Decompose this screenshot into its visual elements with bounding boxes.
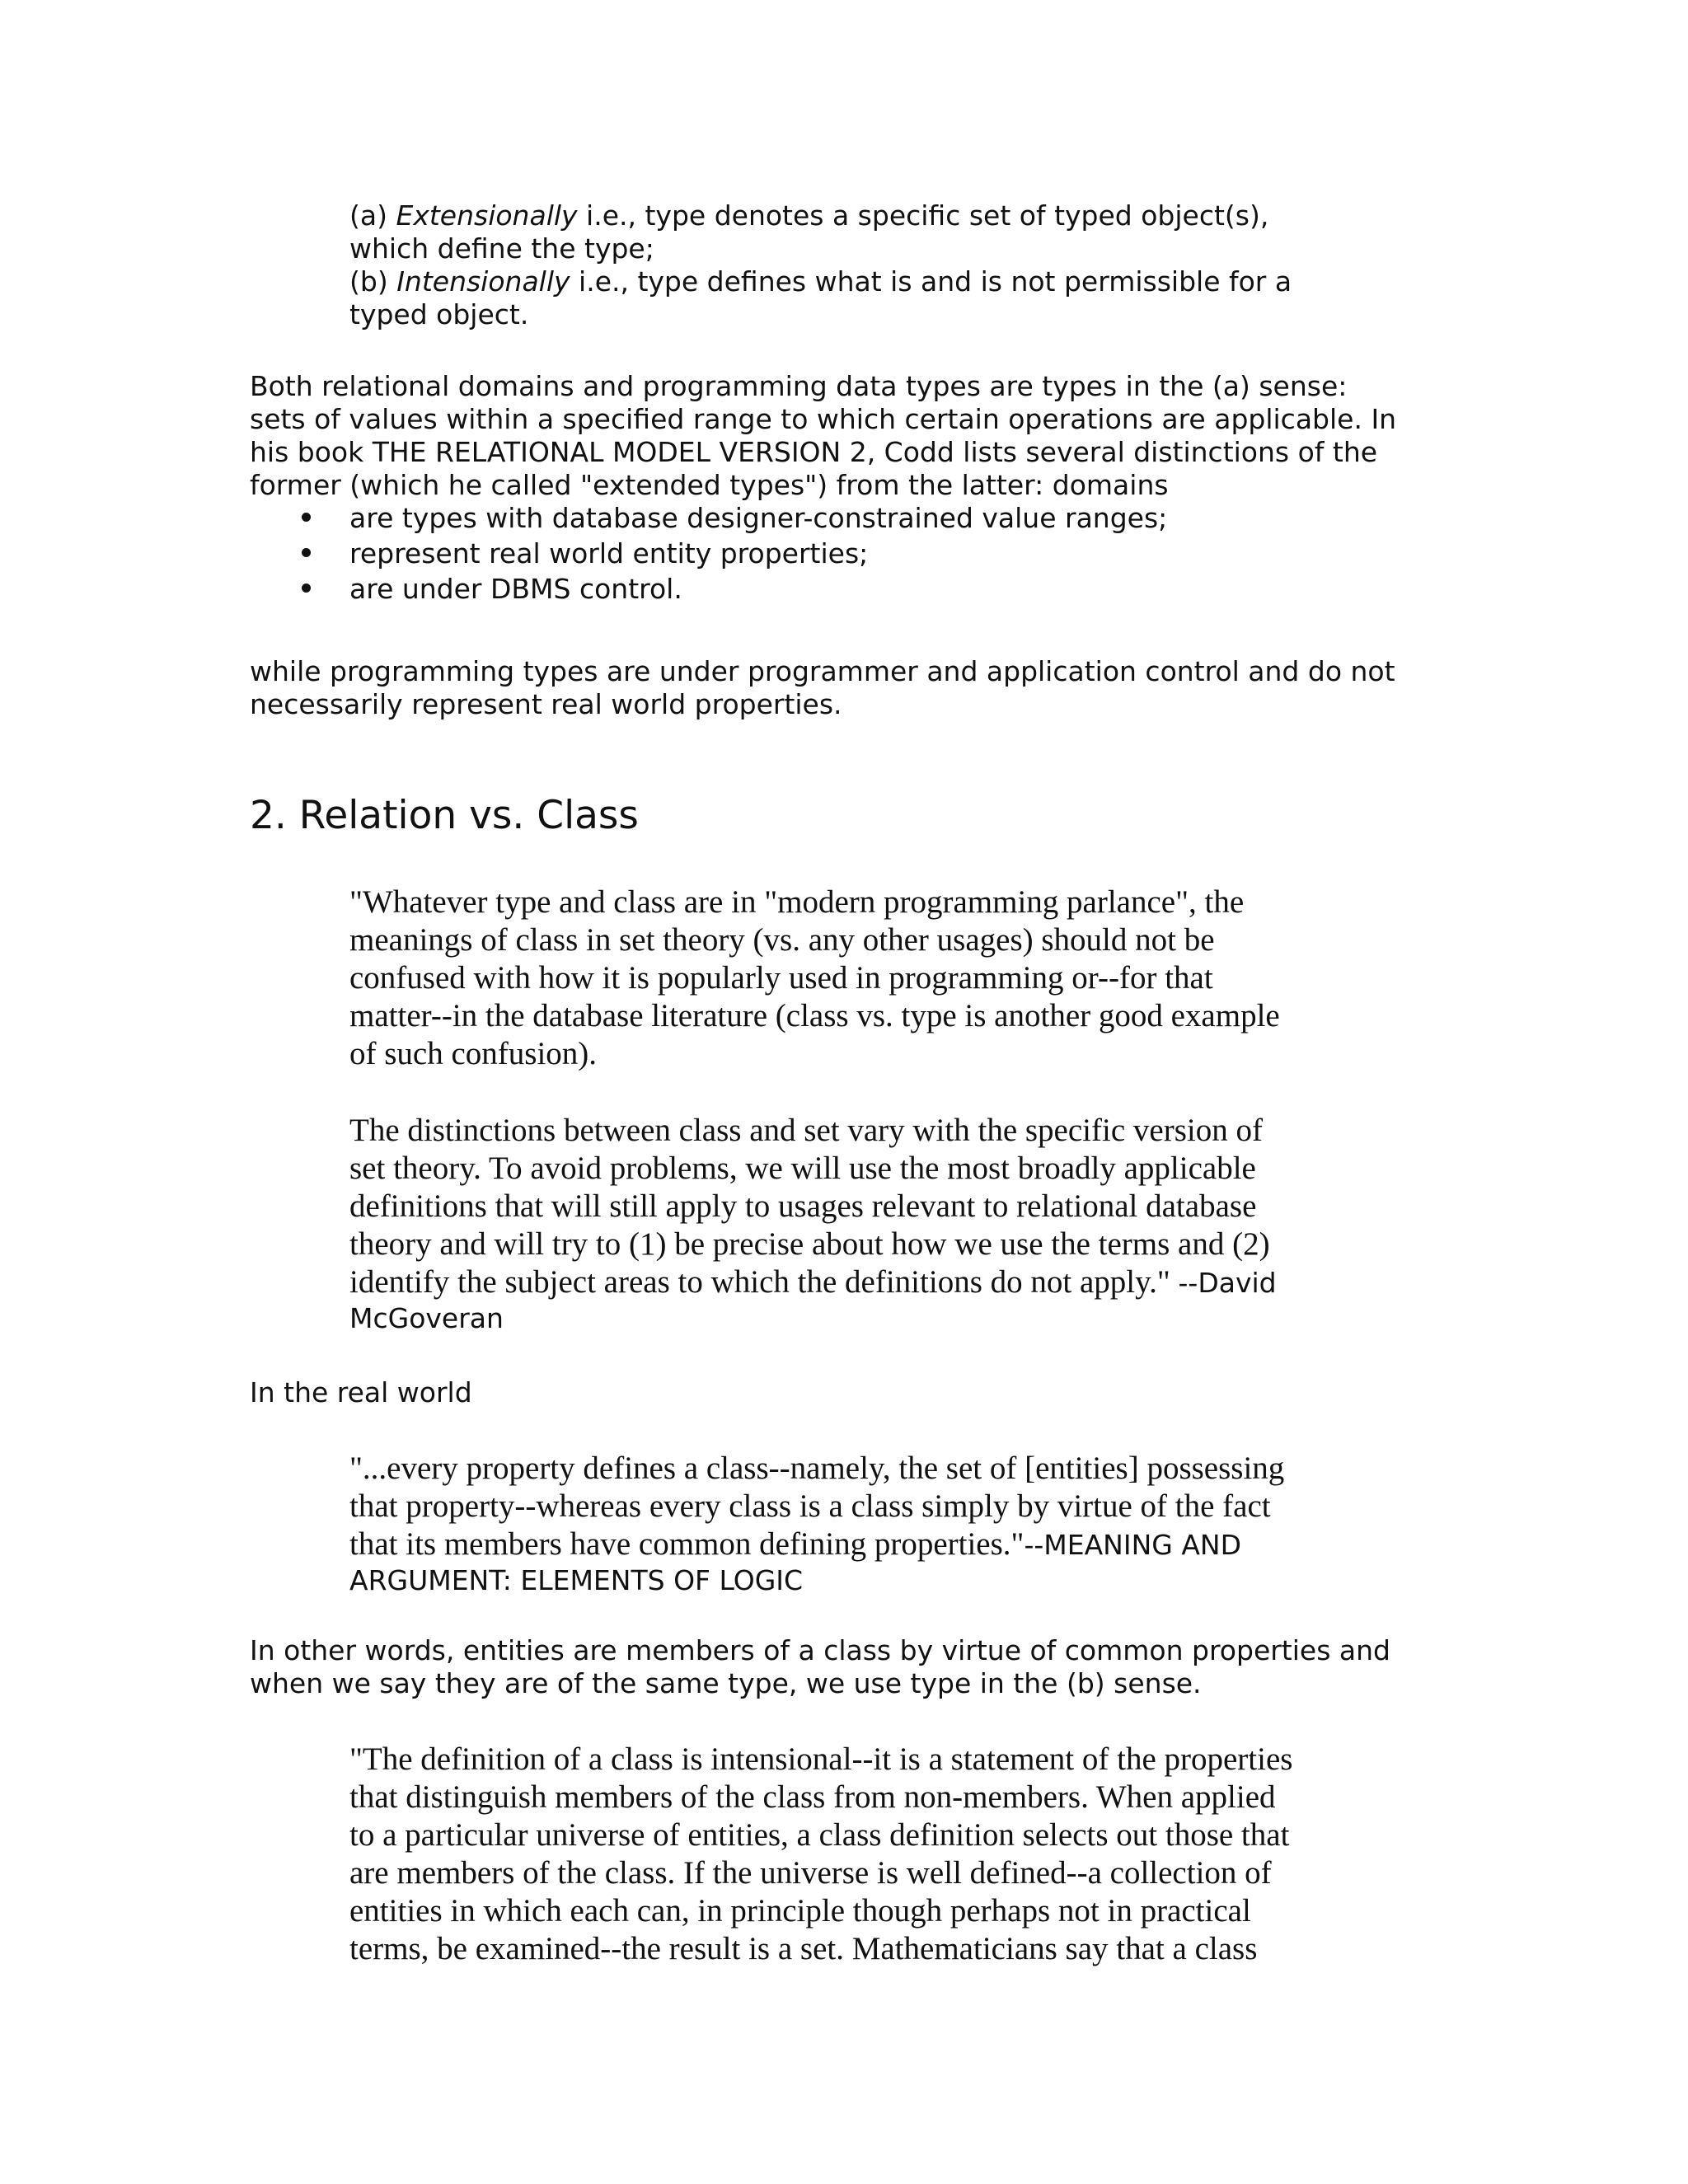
quote-mcgoveran-2	[349, 1112, 1277, 1335]
quote-line-text: that its members have common defining properties."	[349, 1526, 1025, 1562]
bullet-icon	[302, 548, 311, 557]
paragraph-real-world	[250, 1376, 472, 1409]
quote-attribution: --David	[1178, 1267, 1277, 1299]
quote-line	[349, 1263, 1277, 1302]
quote-line-text: identify the subject areas to which the definitions do not apply."	[349, 1264, 1179, 1300]
definition-b-line-1	[349, 265, 1292, 298]
list-item-text: are types with database designer-constrained value ranges;	[349, 502, 1168, 534]
quote-line: "Whatever type and class are in "modern programming parlance", the	[349, 884, 1245, 920]
quote-line: matter--in the database literature (class vs. type is another good example	[349, 998, 1280, 1033]
paragraph-domains-types	[250, 370, 1396, 502]
domain-distinctions-list	[250, 502, 1167, 608]
quote-line: to a particular universe of entities, a class definition selects out those that	[349, 1817, 1290, 1853]
paragraph-line: In other words, entities are members of a class by virtue of common properties and	[250, 1634, 1390, 1666]
definition-a-text: i.e., type denotes a specific set of typed object(s),	[577, 199, 1269, 232]
quote-class-definition	[349, 1741, 1292, 1968]
quote-line: theory and will try to (1) be precise about how we use the terms and (2)	[349, 1226, 1270, 1262]
definition-a-line-2: which define the type;	[349, 232, 654, 265]
paragraph-line: when we say they are of the same type, we use type in the (b) sense.	[250, 1667, 1202, 1699]
paragraph-line: while programming types are under programmer and application control and do not	[250, 655, 1395, 687]
quote-line: set theory. To avoid problems, we will use the most broadly applicable	[349, 1151, 1256, 1186]
quote-attribution: --MEANING AND	[1024, 1529, 1242, 1561]
definition-a-prefix: (a)	[349, 199, 396, 232]
paragraph-line: In the real world	[250, 1376, 472, 1408]
quote-attribution-line: McGoveran	[349, 1302, 504, 1334]
quote-line: "...every property defines a class--namely, the set of [entities] possessing	[349, 1451, 1285, 1486]
list-item-text: are under DBMS control.	[349, 573, 682, 605]
quote-line: of such confusion).	[349, 1036, 598, 1071]
section-heading: 2. Relation vs. Class	[250, 793, 639, 838]
quote-line	[349, 1526, 1284, 1564]
quote-line: meanings of class in set theory (vs. any other usages) should not be	[349, 922, 1215, 958]
paragraph-line: former (which he called "extended types") from the latter: domains	[250, 469, 1169, 501]
definition-b-term: Intensionally	[396, 265, 570, 298]
paragraph-programming-types	[250, 655, 1395, 721]
bullet-icon	[302, 583, 311, 593]
paragraph-line: his book THE RELATIONAL MODEL VERSION 2, Codd lists several distinctions of the	[250, 436, 1378, 468]
definition-list	[349, 199, 1292, 331]
quote-line: confused with how it is popularly used in programming or--for that	[349, 960, 1213, 996]
bullet-icon	[302, 513, 311, 522]
quote-line: that distinguish members of the class from non-members. When applied	[349, 1779, 1276, 1815]
list-item-text: represent real world entity properties;	[349, 537, 869, 569]
paragraph-other-words	[250, 1634, 1390, 1700]
quote-line: that property--whereas every class is a class simply by virtue of the fact	[349, 1488, 1271, 1524]
quote-line: definitions that will still apply to usages relevant to relational database	[349, 1188, 1257, 1224]
definition-b-text: i.e., type defines what is and is not permissible for a	[570, 265, 1292, 298]
paragraph-line: necessarily represent real world properties.	[250, 688, 842, 720]
list-item	[250, 502, 1167, 537]
quote-line: are members of the class. If the universe is well defined--a collection of	[349, 1855, 1272, 1891]
quote-line: entities in which each can, in principle though perhaps not in practical	[349, 1893, 1251, 1929]
definition-b-prefix: (b)	[349, 265, 397, 298]
definition-b-line-2: typed object.	[349, 298, 529, 330]
quote-line: terms, be examined--the result is a set. Mathematicians say that a class	[349, 1931, 1258, 1966]
paragraph-line: Both relational domains and programming data types are types in the (a) sense:	[250, 370, 1348, 402]
quote-meaning-argument	[349, 1450, 1284, 1597]
quote-mcgoveran-1	[349, 883, 1280, 1073]
paragraph-line: sets of values within a specified range to which certain operations are applicable. In	[250, 403, 1397, 435]
definition-a-line-1	[349, 199, 1292, 232]
quote-attribution-line: ARGUMENT: ELEMENTS OF LOGIC	[349, 1564, 804, 1596]
quote-line: The distinctions between class and set vary with the specific version of	[349, 1113, 1263, 1148]
list-item	[250, 537, 1167, 573]
quote-line: "The definition of a class is intensional--it is a statement of the properties	[349, 1741, 1293, 1777]
definition-a-term: Extensionally	[396, 199, 578, 232]
list-item	[250, 573, 1167, 608]
